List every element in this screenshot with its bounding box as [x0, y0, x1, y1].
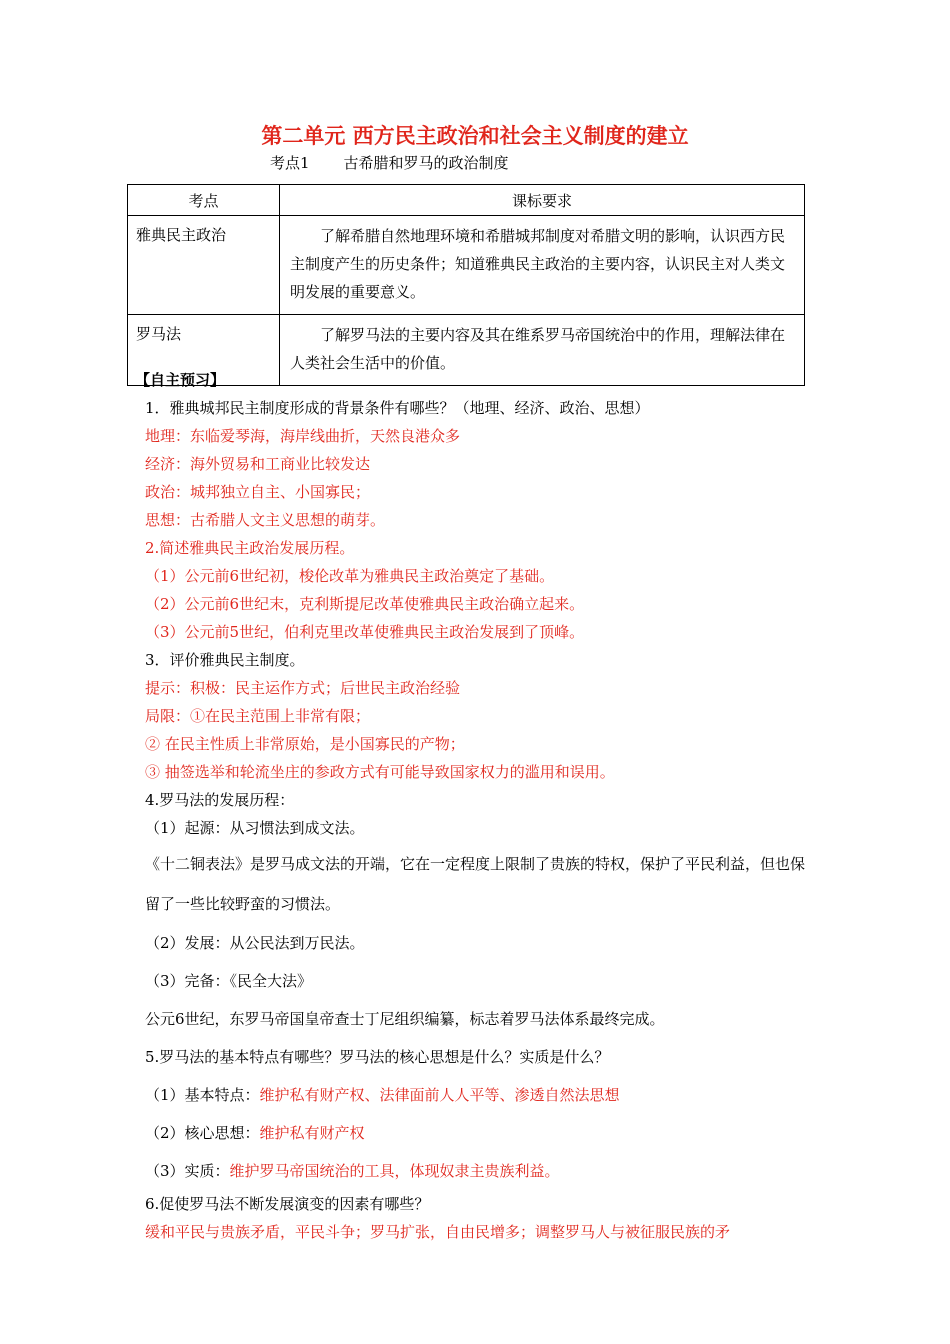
- subtitle-text: 古希腊和罗马的政治制度: [343, 154, 509, 172]
- complete-detail: 公元6世纪，东罗马帝国皇帝查士丁尼组织编纂，标志着罗马法体系最终完成。: [145, 1010, 665, 1028]
- answer-line: （3）公元前5世纪，伯利克里改革使雅典民主政治发展到了顶峰。: [145, 623, 585, 641]
- question-5: 5.罗马法的基本特点有哪些？罗马法的核心思想是什么？实质是什么？: [145, 1048, 610, 1066]
- q5-item-answer: 维护私有财产权、法律面前人人平等、渗透自然法思想: [259, 1086, 620, 1104]
- table-cell-requirement: 了解罗马法的主要内容及其在维系罗马帝国统治中的作用，理解法律在人类社会生活中的价值。: [280, 315, 805, 386]
- question-1: 1．雅典城邦民主制度形成的背景条件有哪些？（地理、经济、政治、思想）: [145, 399, 650, 417]
- q5-item: [145, 1076, 815, 1114]
- subtitle-number: 考点1: [270, 154, 310, 172]
- q5-item: [145, 1114, 815, 1152]
- complete-line: （3）完备：《民全大法》: [145, 972, 313, 990]
- table-cell-requirement: 了解希腊自然地理环境和希腊城邦制度对希腊文明的影响，认识西方民主制度产生的历史条件；知道雅典民主政治的主要内容，认识民主对人类文明发展的重要意义。: [280, 216, 805, 315]
- q5-item-label: （2）核心思想：: [145, 1124, 260, 1142]
- table-header-row: [128, 185, 805, 216]
- answer-line: ② 在民主性质上非常原始，是小国寡民的产物；: [145, 735, 465, 753]
- develop-line: （2）发展：从公民法到万民法。: [145, 934, 365, 952]
- table-row: [128, 216, 805, 315]
- subtitle: [270, 152, 509, 173]
- answer-line: 地理：东临爱琴海，海岸线曲折，天然良港众多: [145, 427, 461, 445]
- preview-section: [135, 366, 815, 1246]
- q5-item-answer: 维护罗马帝国统治的工具，体现奴隶主贵族利益。: [229, 1162, 560, 1180]
- question-4: 4.罗马法的发展历程：: [145, 791, 295, 809]
- answer-line: 经济：海外贸易和工商业比较发达: [145, 455, 371, 473]
- q5-item: [145, 1152, 815, 1190]
- answer-line: 提示：积极：民主运作方式；后世民主政治经验: [145, 679, 461, 697]
- answer-line: （2）公元前6世纪末，克利斯提尼改革使雅典民主政治确立起来。: [145, 595, 585, 613]
- answer-line: 局限：①在民主范围上非常有限；: [145, 707, 371, 725]
- answer-line: ③ 抽签选举和轮流坐庄的参政方式有可能导致国家权力的滥用和误用。: [145, 763, 615, 781]
- answer-line: （1）公元前6世纪初，梭伦改革为雅典民主政治奠定了基础。: [145, 567, 555, 585]
- q5-item-label: （1）基本特点：: [145, 1086, 260, 1104]
- question-6: 6.促使罗马法不断发展演变的因素有哪些？: [145, 1195, 430, 1213]
- table-cell-topic: 罗马法: [128, 315, 280, 386]
- q5-item-answer: 维护私有财产权: [259, 1124, 365, 1142]
- section-heading: 【自主预习】: [135, 371, 226, 389]
- q5-item-label: （3）实质：: [145, 1162, 230, 1180]
- origin-line: （1）起源：从习惯法到成文法。: [145, 819, 365, 837]
- document-title: 第二单元 西方民主政治和社会主义制度的建立: [261, 124, 689, 148]
- answer-line: 思想：古希腊人文主义思想的萌芽。: [145, 511, 386, 529]
- answer-line: 政治：城邦独立自主、小国寡民；: [145, 483, 371, 501]
- table-header-topic: 考点: [128, 185, 280, 216]
- answer-line: 缓和平民与贵族矛盾，平民斗争；罗马扩张，自由民增多；调整罗马人与被征服民族的矛: [145, 1223, 731, 1241]
- origin-detail: 《十二铜表法》是罗马成文法的开端，它在一定程度上限制了贵族的特权，保护了平民利益，但也保留了一些比较野蛮的习惯法。: [145, 855, 806, 913]
- question-3: 3．评价雅典民主制度。: [145, 651, 305, 669]
- table-cell-topic: 雅典民主政治: [128, 216, 280, 315]
- question-2: 2.简述雅典民主政治发展历程。: [145, 539, 355, 557]
- curriculum-table: [127, 184, 805, 386]
- table-header-requirement: 课标要求: [280, 185, 805, 216]
